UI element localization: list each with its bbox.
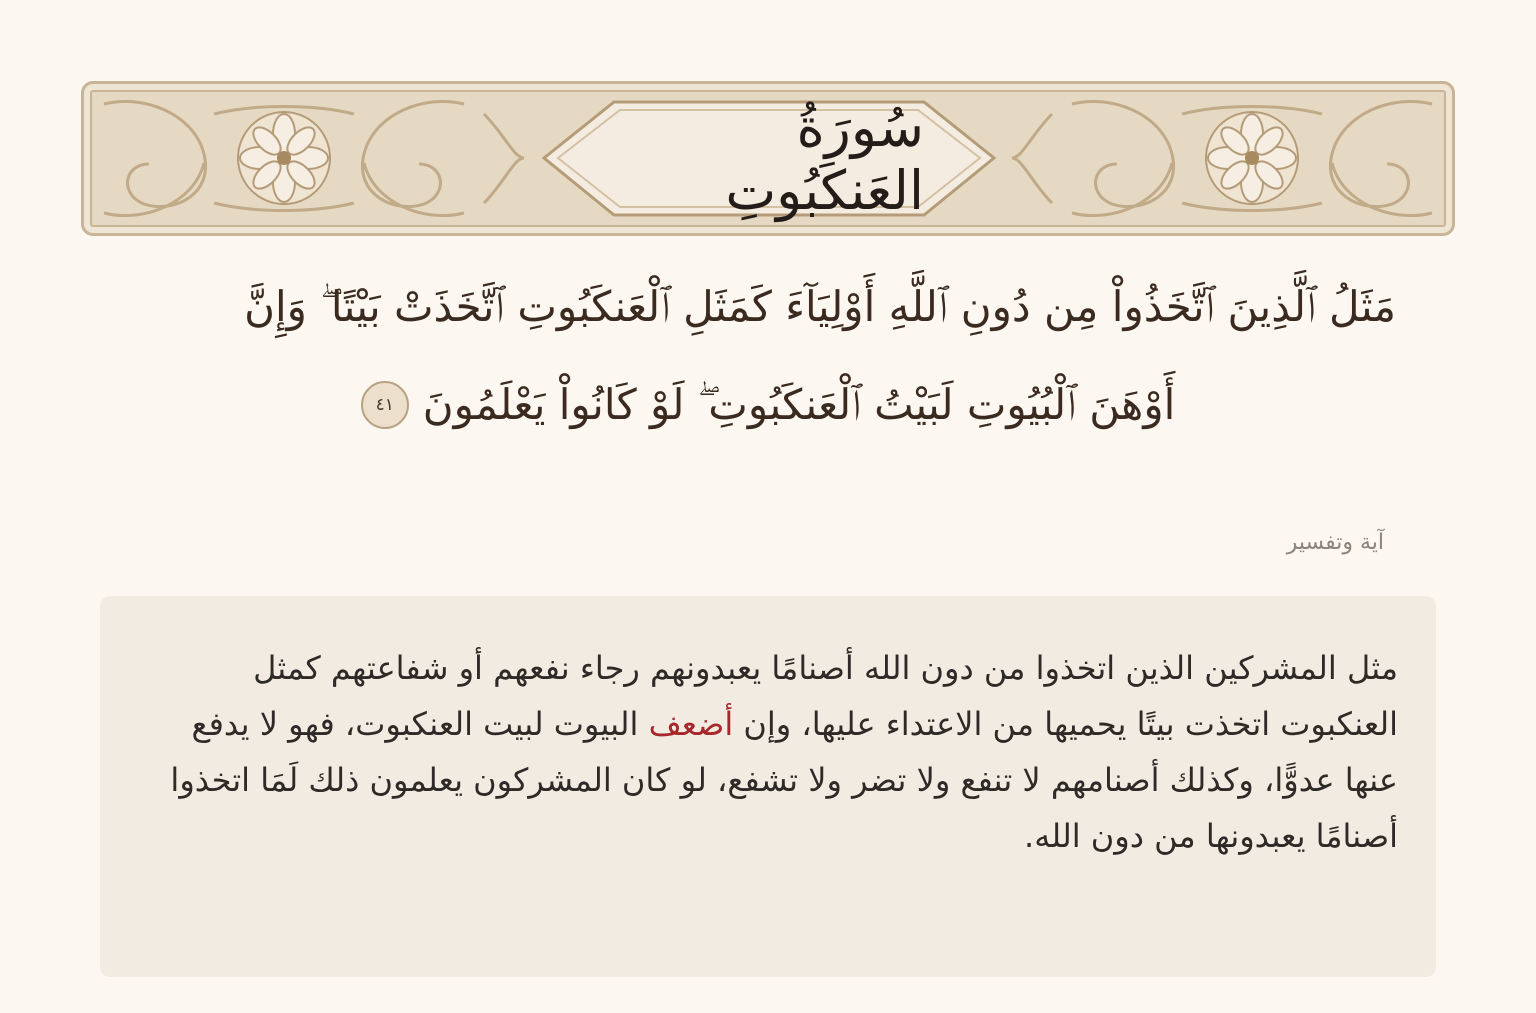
tafsir-text <box>160 640 1398 864</box>
tafsir-text-before: مثل المشركين الذين اتخذوا من دون الله أصنامًا يعبدونهم رجاء نفعهم أو شفاعتهم كمثل العنكبوت اتخذت بيتًا يحميها من الاعتداء عليها، وإن <box>253 649 1398 743</box>
floral-rosette-icon <box>1206 112 1298 204</box>
surah-header-banner <box>81 81 1455 236</box>
floral-rosette-icon <box>238 112 330 204</box>
verse-line-2-row <box>120 380 1416 430</box>
surah-title: سُورَةُ العَنكَبُوتِ <box>725 96 924 222</box>
verse-line-1: مَثَلُ ٱلَّذِينَ ٱتَّخَذُواْ مِن دُونِ ٱللَّهِ أَوْلِيَآءَ كَمَثَلِ ٱلْعَنكَبُوتِ ٱتَّخَذَتْ بَيْتًا ۖ وَإِنَّ <box>244 282 1396 331</box>
ayah-number-medallion-icon: ٤١ <box>361 381 409 429</box>
verse-line-2: أَوْهَنَ ٱلْبُيُوتِ لَبَيْتُ ٱلْعَنكَبُوتِ ۖ لَوْ كَانُواْ يَعْلَمُونَ <box>422 380 1176 429</box>
tafsir-text-after: البيوت لبيت العنكبوت، فهو لا يدفع عنها عدوًّا، وكذلك أصنامهم لا تنفع ولا تضر ولا تشفع، لو كان المشركون يعلمون ذلك لَمَا اتخذوا أصنامًا يعبدونها من دون الله. <box>170 705 1398 855</box>
section-label: آية وتفسير <box>1286 530 1384 555</box>
tafsir-highlight-word[interactable]: أضعف <box>648 705 734 743</box>
